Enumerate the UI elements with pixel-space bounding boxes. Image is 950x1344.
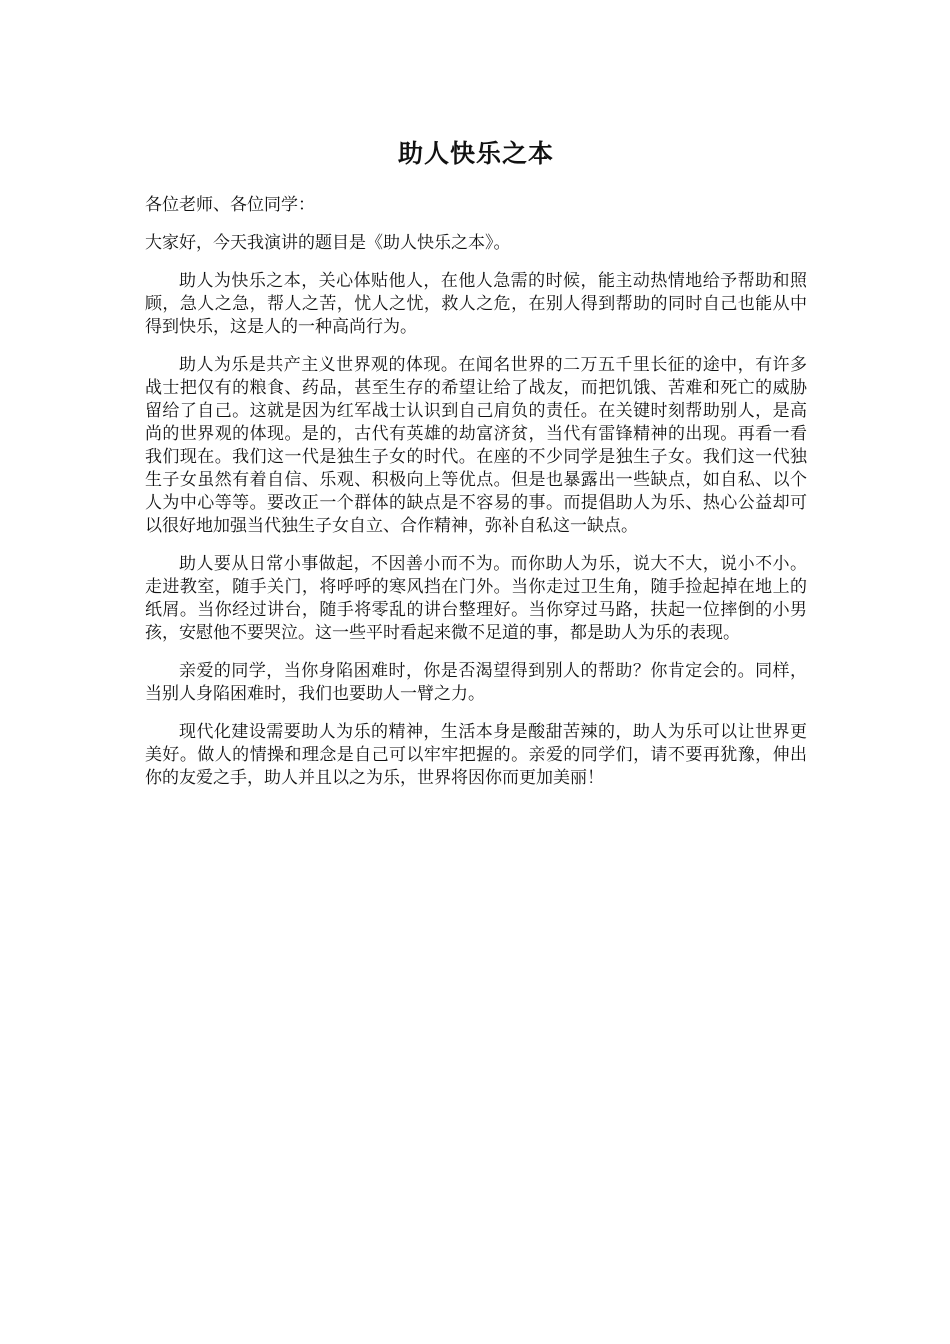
paragraph-1: 助人为快乐之本，关心体贴他人，在他人急需的时候，能主动热情地给予帮助和照顾，急人之急，帮人之苦，忧人之忧，救人之危，在别人得到帮助的同时自己也能从中得到快乐，这是人的一种高尚行为。 [145, 271, 807, 337]
paragraph-2: 助人为乐是共产主义世界观的体现。在闻名世界的二万五千里长征的途中，有许多战士把仅有的粮食、药品，甚至生存的希望让给了战友，而把饥饿、苦难和死亡的威胁留给了自己。这就是因为红军战士认识到自己肩负的责任。在关键时刻帮助别人，是高尚的世界观的体现。是的，古代有英雄的劫富济贫，当代有雷锋精神的出现。再看一看我们现在。我们这一代是独生子女的时代。在座的不少同学是独生子女。我们这一代独生子女虽然有着自信、乐观、积极向上等优点。但是也暴露出一些缺点，如自私、以个人为中心等等。要改正一个群体的缺点是不容易的事。而提倡助人为乐、热心公益却可以很好地加强当代独生子女自立、合作精神，弥补自私这一缺点。 [145, 355, 807, 536]
intro-line: 大家好，今天我演讲的题目是《助人快乐之本》。 [145, 233, 511, 253]
document-body [145, 128, 807, 805]
paragraph-5: 现代化建设需要助人为乐的精神，生活本身是酸甜苦辣的，助人为乐可以让世界更美好。做人的情操和理念是自己可以牢牢把握的。亲爱的同学们，请不要再犹豫，伸出你的友爱之手，助人并且以之为乐，世界将因你而更加美丽！ [145, 722, 807, 788]
paragraph-4: 亲爱的同学，当你身陷困难时，你是否渴望得到别人的帮助？你肯定会的。同样，当别人身陷困难时，我们也要助人一臂之力。 [145, 661, 807, 704]
document-title: 助人快乐之本 [397, 139, 554, 168]
paragraph-3: 助人要从日常小事做起，不因善小而不为。而你助人为乐，说大不大，说小不小。走进教室，随手关门，将呼呼的寒风挡在门外。当你走过卫生角，随手捡起掉在地上的纸屑。当你经过讲台，随手将零乱的讲台整理好。当你穿过马路，扶起一位摔倒的小男孩，安慰他不要哭泣。这一些平时看起来微不足道的事，都是助人为乐的表现。 [145, 554, 807, 643]
salutation: 各位老师、各位同学： [145, 195, 315, 215]
